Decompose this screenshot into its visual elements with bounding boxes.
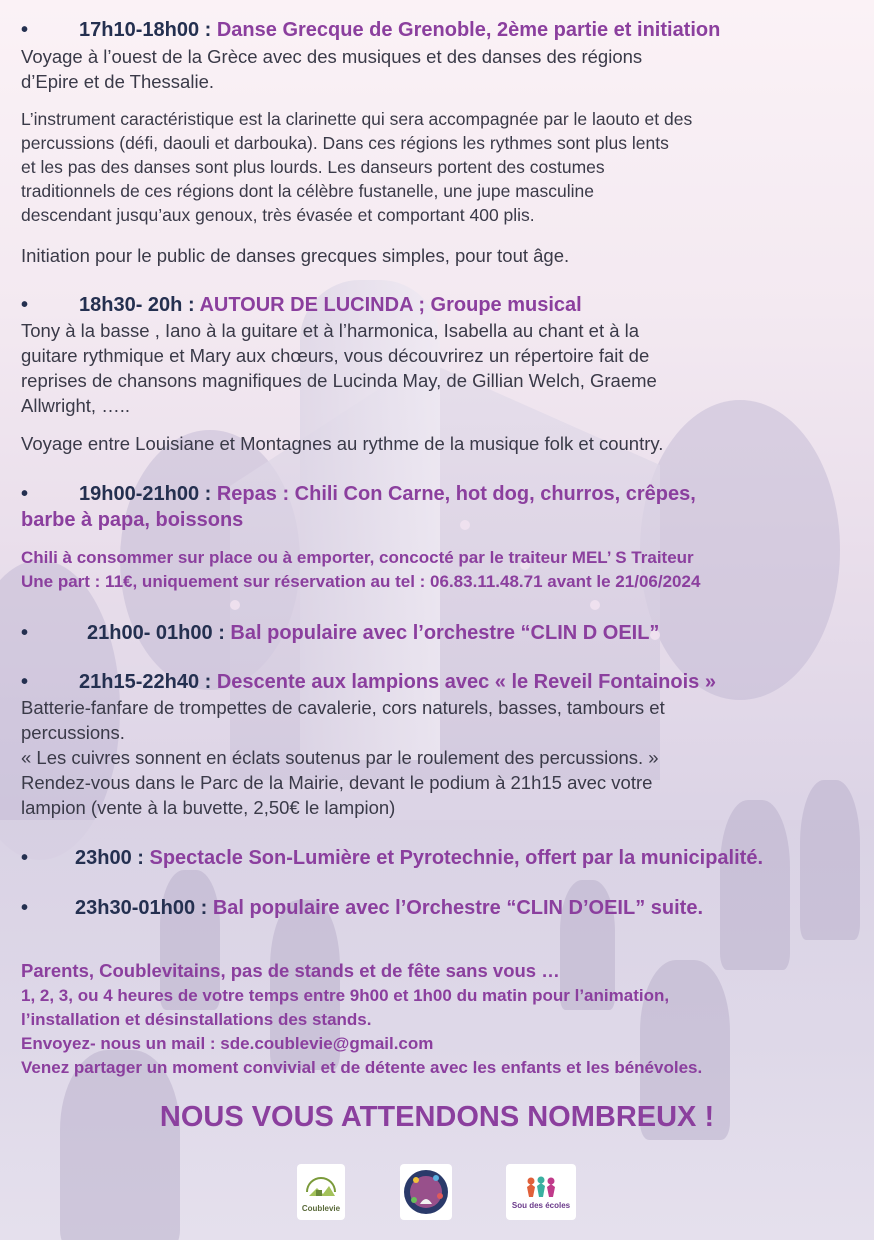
bullet: • bbox=[21, 897, 29, 919]
school-logo bbox=[400, 1164, 452, 1220]
appeal-line: Envoyez- nous un mail : sde.coublevie@gmail.com bbox=[21, 1034, 434, 1053]
sou-des-ecoles-logo bbox=[506, 1164, 576, 1220]
sou-des-ecoles-label: Sou des écoles bbox=[511, 1200, 571, 1210]
bullet: • bbox=[21, 847, 29, 869]
event-time: 21h15-22h40 : bbox=[79, 671, 212, 693]
coublevie-emblem-icon bbox=[303, 1172, 339, 1204]
bullet: • bbox=[21, 671, 29, 693]
event-title: Bal populaire avec l’orchestre “CLIN D OEIL” bbox=[230, 622, 660, 644]
text-line: Rendez-vous dans le Parc de la Mairie, devant le podium à 21h15 avec votre bbox=[21, 772, 653, 793]
bullet: • bbox=[21, 294, 29, 316]
text-line: guitare rythmique et Mary aux chœurs, vous découvrirez un répertoire fait de bbox=[21, 345, 650, 366]
event-heading bbox=[21, 17, 857, 43]
appeal-line: 1, 2, 3, ou 4 heures de votre temps entre 9h00 et 1h00 du matin pour l’animation, bbox=[21, 986, 670, 1005]
text-line: Initiation pour le public de danses grecques simples, pour tout âge. bbox=[21, 245, 570, 266]
event-title: Danse Grecque de Grenoble, 2ème partie et initiation bbox=[216, 19, 721, 41]
event-title-continued: barbe à papa, boissons bbox=[21, 509, 244, 531]
event-description bbox=[21, 107, 857, 227]
appeal-line: Venez partager un moment convivial et de détente avec les enfants et les bénévoles. bbox=[21, 1058, 703, 1077]
bullet: • bbox=[21, 483, 29, 505]
event-title: Repas : Chili Con Carne, hot dog, churros, crêpes, bbox=[216, 483, 696, 505]
event-heading bbox=[21, 292, 857, 318]
event-time: 19h00-21h00 : bbox=[79, 483, 212, 505]
coublevie-logo bbox=[297, 1164, 345, 1220]
text-line: percussions (défi, daouli et darbouka). Dans ces régions les rythmes sont plus lents bbox=[21, 133, 669, 153]
text-line: et les pas des danses sont plus lourds. Les danseurs portent des costumes bbox=[21, 157, 605, 177]
text-line: lampion (vente à la buvette, 2,50€ le lampion) bbox=[21, 797, 396, 818]
text-line: percussions. bbox=[21, 722, 125, 743]
event-description bbox=[21, 243, 857, 268]
event-time: 23h30-01h00 : bbox=[75, 897, 208, 919]
event-time: 21h00- 01h00 : bbox=[87, 622, 225, 644]
school-emblem-icon bbox=[402, 1166, 450, 1218]
event-description bbox=[21, 431, 857, 456]
coublevie-label: Coublevie bbox=[301, 1203, 341, 1213]
text-line: « Les cuivres sonnent en éclats soutenus par le roulement des percussions. » bbox=[21, 747, 659, 768]
event-heading bbox=[21, 669, 857, 695]
text-line: Batterie-fanfare de trompettes de cavalerie, cors naturels, basses, tambours et bbox=[21, 697, 665, 718]
event-heading bbox=[21, 845, 857, 871]
event-title: Descente aux lampions avec « le Reveil Fontainois » bbox=[216, 671, 716, 693]
text-line: Tony à la basse , Iano à la guitare et à l’harmonica, Isabella au chant et à la bbox=[21, 320, 640, 341]
note-line: Chili à consommer sur place ou à emporter, concocté par le traiteur MEL’ S Traiteur bbox=[21, 548, 694, 567]
text-line: L’instrument caractéristique est la clarinette qui sera accompagnée par le laouto et des bbox=[21, 109, 693, 129]
text-line: Voyage entre Louisiane et Montagnes au rythme de la musique folk et country. bbox=[21, 433, 664, 454]
event-notes bbox=[21, 546, 857, 594]
event-heading bbox=[21, 481, 857, 507]
event-title: Bal populaire avec l’Orchestre “CLIN D’OEIL” suite. bbox=[212, 897, 703, 919]
text-line: Voyage à l’ouest de la Grèce avec des musiques et des danses des régions bbox=[21, 46, 643, 67]
appeal-heading: Parents, Coublevitains, pas de stands et de fête sans vous … bbox=[21, 960, 560, 981]
text-line: reprises de chansons magnifiques de Lucinda May, de Gillian Welch, Graeme bbox=[21, 370, 657, 391]
event-heading bbox=[21, 895, 857, 921]
text-line: descendant jusqu’aux genoux, très évasée et comportant 400 plis. bbox=[21, 205, 535, 225]
appeal-line: l’installation et désinstallations des stands. bbox=[21, 1010, 372, 1029]
appeal-text bbox=[21, 984, 857, 1080]
children-figures-icon bbox=[521, 1175, 561, 1201]
text-line: traditionnels de ces régions dont la célèbre fustanelle, une jupe masculine bbox=[21, 181, 594, 201]
note-line: Une part : 11€, uniquement sur réservation au tel : 06.83.11.48.71 avant le 21/06/2024 bbox=[21, 572, 701, 591]
text-line: Allwright, ….. bbox=[21, 395, 130, 416]
bullet: • bbox=[21, 19, 29, 41]
event-description bbox=[21, 695, 857, 820]
event-title: AUTOUR DE LUCINDA ; Groupe musical bbox=[199, 294, 582, 316]
event-time: 23h00 : bbox=[75, 847, 144, 869]
event-description bbox=[21, 318, 857, 418]
event-title: Spectacle Son-Lumière et Pyrotechnie, offert par la municipalité. bbox=[149, 847, 763, 869]
event-time: 18h30- 20h : bbox=[79, 294, 195, 316]
event-time: 17h10-18h00 : bbox=[79, 19, 212, 41]
text-line: d’Epire et de Thessalie. bbox=[21, 71, 214, 92]
event-description bbox=[21, 44, 857, 94]
event-heading bbox=[21, 620, 857, 646]
bullet: • bbox=[21, 622, 29, 644]
closing-slogan: NOUS VOUS ATTENDONS NOMBREUX ! bbox=[159, 1101, 715, 1133]
